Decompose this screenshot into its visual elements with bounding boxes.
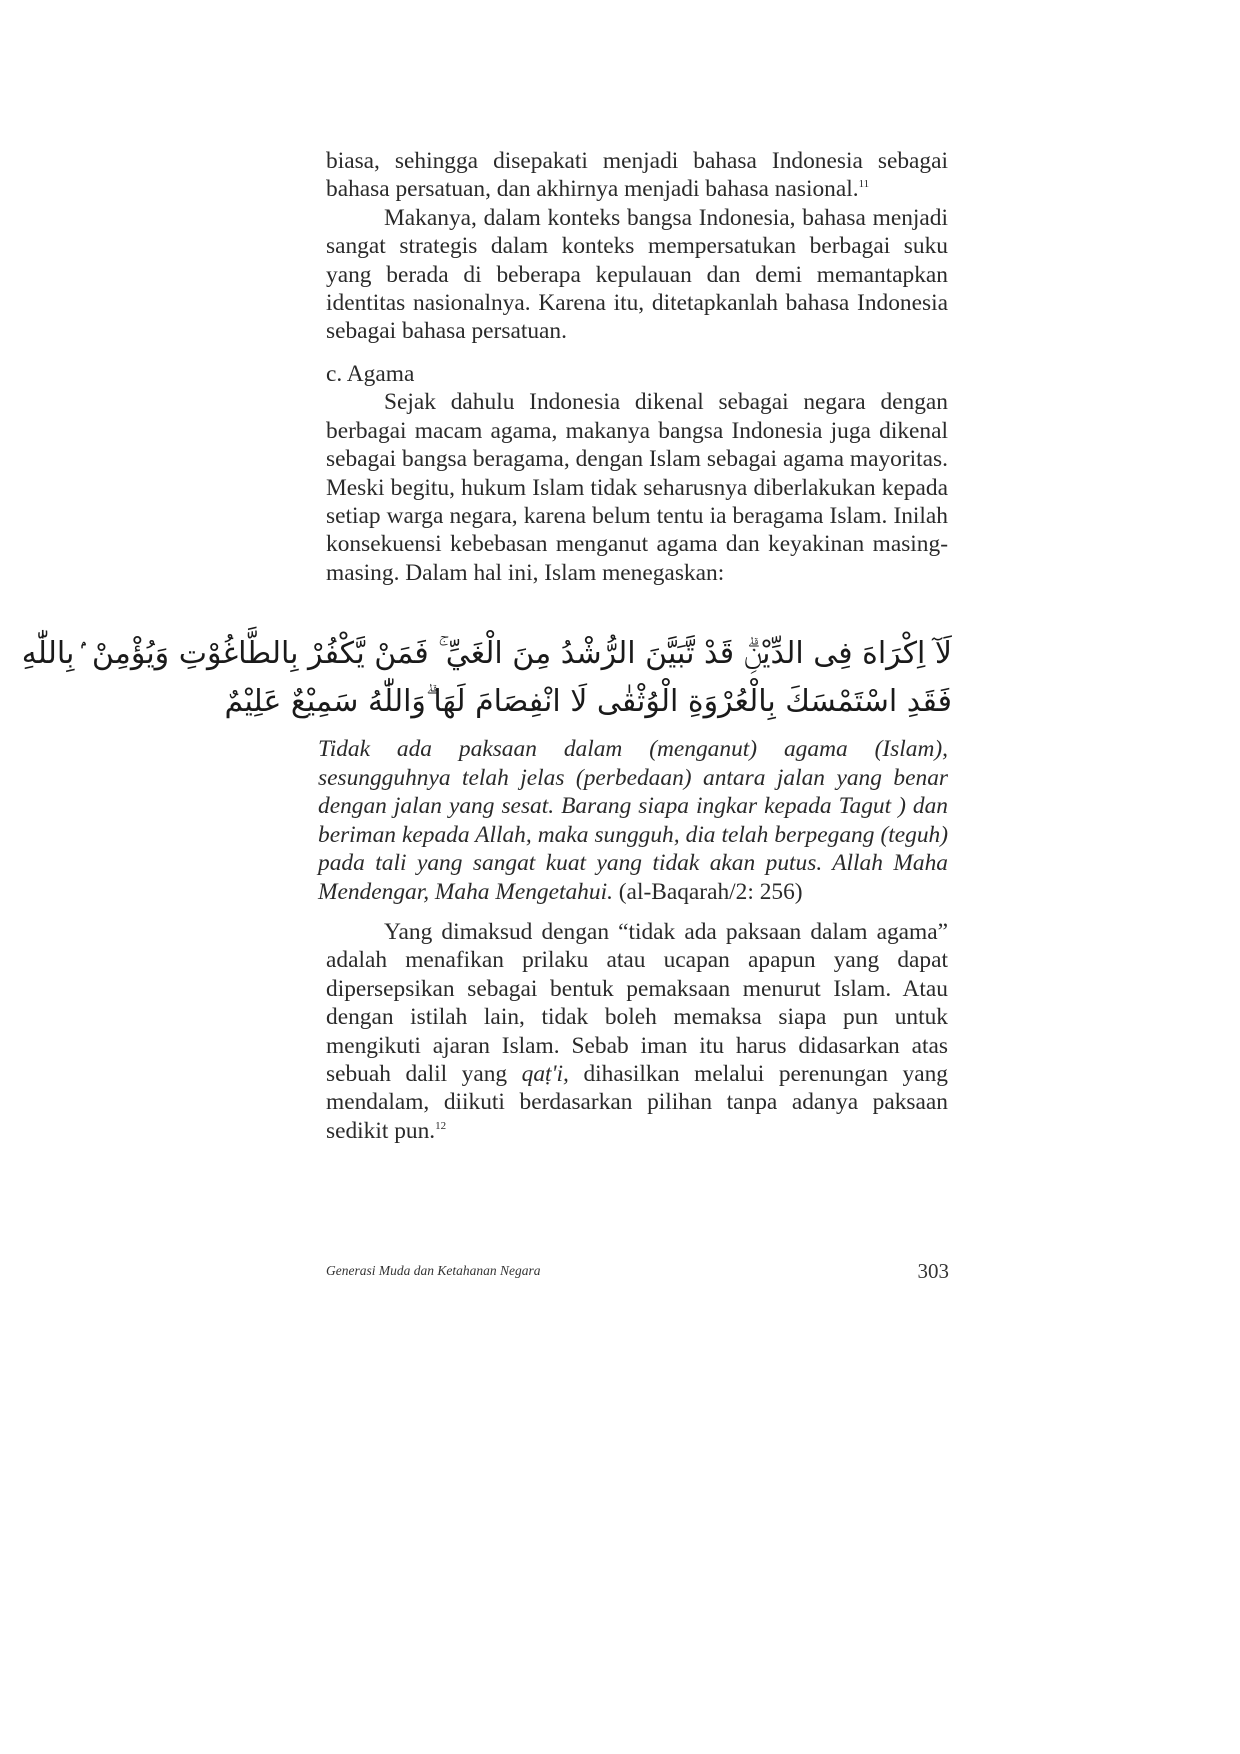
section-heading: c. Agama <box>326 361 415 387</box>
page-number: 303 <box>917 1259 949 1283</box>
closing-paragraph <box>326 918 948 1145</box>
section-agama <box>326 360 948 587</box>
makanya-paragraph: Makanya, dalam konteks bangsa Indonesia, bahasa menjadi sangat strategis dalam konteks mempersatukan berbagai suku yang berada di beberapa kepulauan dan demi memantapkan identitas nasionalnya. Karena itu, ditetapkanlah bahasa Indonesia sebagai bahasa persatuan. <box>326 204 948 345</box>
qati-term: qaṭ'i, <box>521 1061 569 1088</box>
footnote-ref-12[interactable]: 12 <box>435 1120 447 1133</box>
verse-translation <box>318 735 948 907</box>
continuation-text: biasa, sehingga disepakati menjadi bahasa Indonesia sebagai bahasa persatuan, dan akhirnya menjadi bahasa nasional. <box>326 148 948 203</box>
agama-paragraph: Sejak dahulu Indonesia dikenal sebagai negara dengan berbagai macam agama, makanya bangsa Indonesia juga dikenal sebagai bangsa beragama, dengan Islam sebagai agama mayoritas. Meski begitu, hukum Islam tidak seharusnya diberlakukan kepada setiap warga negara, karena belum tentu ia beragama Islam. Inilah konsekuensi kebebasan menganut agama dan keyakinan masing-masing. Dalam hal ini, Islam menegaskan: <box>326 389 948 586</box>
closing-text-b: dihasilkan melalui perenungan yang mendalam, diikuti berdasarkan pilihan tanpa adanya paksaan sedikit pun. <box>326 1061 948 1144</box>
closing-text-a: Yang dimaksud dengan “tidak ada paksaan dalam agama” adalah menafikan prilaku atau ucapan apapun yang dapat dipersepsikan sebagai bentuk pemaksaan menurut Islam. Atau dengan istilah lain, tidak boleh memaksa siapa pun untuk mengikuti ajaran Islam. Sebab iman itu harus didasarkan atas sebuah dalil yang <box>326 919 948 1088</box>
arabic-verse <box>21 630 952 726</box>
arabic-line-2: فَقَدِ اسْتَمْسَكَ بِالْعُرْوَةِ الْوُثْقٰى لَا انْفِصَامَ لَهَا ۗوَاللّٰهُ سَمِيْعٌ عَلِيْمٌ <box>224 684 952 719</box>
footnote-ref-11[interactable]: 11 <box>858 178 870 191</box>
top-paragraphs <box>326 147 948 346</box>
translation-text: Tidak ada paksaan dalam (menganut) agama (Islam), sesungguhnya telah jelas (perbedaan) antara jalan yang benar dengan jalan yang sesat. Barang siapa ingkar kepada Tagut ) dan beriman kepada Allah, maka sungguh, dia telah berpegang (teguh) pada tali yang sangat kuat yang tidak akan putus. Allah Maha Mendengar, Maha Mengetahui. <box>318 736 948 905</box>
closing-section <box>326 918 948 1145</box>
continuation-paragraph <box>326 147 948 204</box>
arabic-line-1: لَآ اِكْرَاهَ فِى الدِّيْنِۗ قَدْ تَّبَيَّنَ الرُّشْدُ مِنَ الْغَيِّ ۚ فَمَنْ يَّكْفُرْ بِالطَّاغُوْتِ وَيُؤْمِنْ ۢبِاللّٰهِ <box>21 636 952 671</box>
footer-book-title: Generasi Muda dan Ketahanan Negara <box>326 1263 541 1278</box>
verse-reference: (al-Baqarah/2: 256) <box>612 878 803 905</box>
